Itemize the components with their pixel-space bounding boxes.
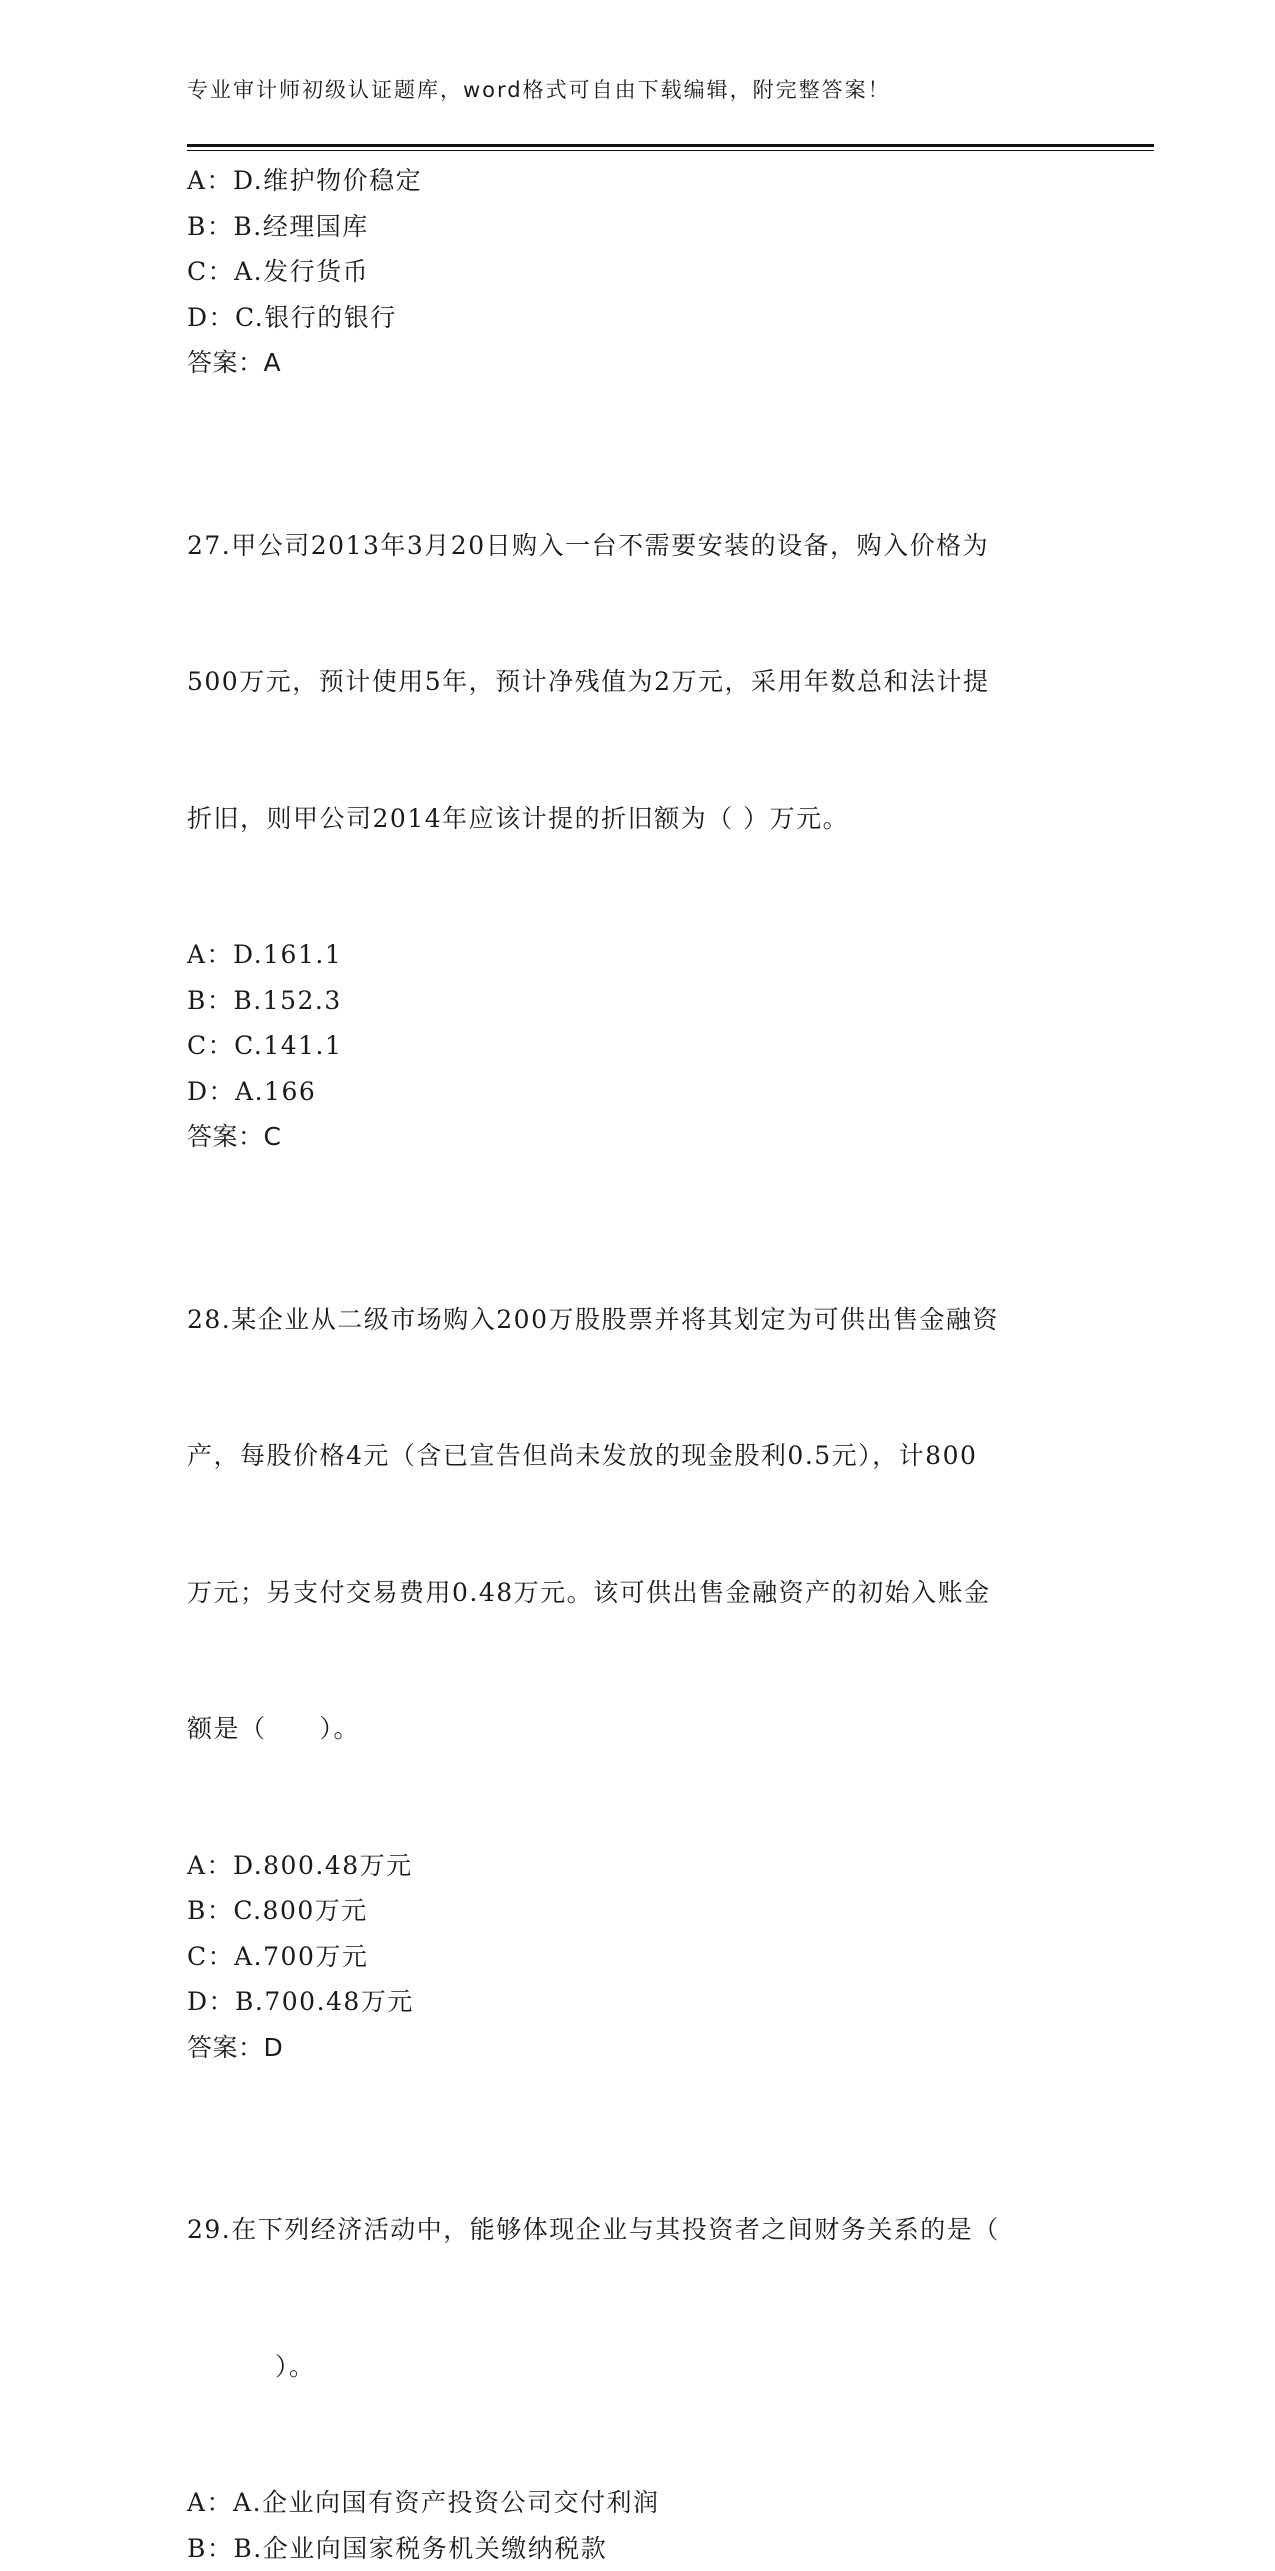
stem-line: 500万元，预计使用5年，预计净残值为2万元，采用年数总和法计提	[187, 659, 1087, 705]
header-rule-thick	[187, 144, 1154, 147]
question-stem	[187, 432, 1087, 933]
option-a: A：A.企业向国有资产投资公司交付利润	[187, 2480, 1087, 2526]
answer: 答案：C	[187, 1114, 1087, 1160]
question-stem	[187, 1206, 1087, 1843]
option-d: D：A.166	[187, 1069, 1087, 1115]
stem-line: 折旧，则甲公司2014年应该计提的折旧额为（ ）万元。	[187, 796, 1087, 842]
option-a: A：D.161.1	[187, 932, 1087, 978]
answer: 答案：D	[187, 2025, 1087, 2071]
stem-line: 万元；另支付交易费用0.48万元。该可供出售金融资产的初始入账金	[187, 1570, 1087, 1616]
question-27	[187, 432, 1087, 1160]
option-c: C：A.700万元	[187, 1934, 1087, 1980]
page-header: 专业审计师初级认证题库，word格式可自由下载编辑，附完整答案！	[187, 74, 891, 104]
document-body	[187, 158, 1087, 2571]
stem-line: 29.在下列经济活动中，能够体现企业与其投资者之间财务关系的是（	[187, 2207, 1087, 2253]
option-c: C：C.141.1	[187, 1023, 1087, 1069]
option-b: B：B.经理国库	[187, 204, 1087, 250]
stem-line: 27.甲公司2013年3月20日购入一台不需要安装的设备，购入价格为	[187, 523, 1087, 569]
option-a: A：D.800.48万元	[187, 1843, 1087, 1889]
option-d: D：C.银行的银行	[187, 295, 1087, 341]
option-a: A：D.维护物价稳定	[187, 158, 1087, 204]
question-29	[187, 2116, 1087, 2571]
question-28	[187, 1206, 1087, 2071]
header-rule-thin	[187, 150, 1154, 151]
option-b: B：B.企业向国家税务机关缴纳税款	[187, 2526, 1087, 2571]
stem-line: ）。	[187, 2344, 1087, 2390]
option-d: D：B.700.48万元	[187, 1979, 1087, 2025]
question-stem	[187, 2116, 1087, 2480]
option-b: B：C.800万元	[187, 1888, 1087, 1934]
stem-line: 28.某企业从二级市场购入200万股股票并将其划定为可供出售金融资	[187, 1297, 1087, 1343]
option-b: B：B.152.3	[187, 978, 1087, 1024]
question-26	[187, 158, 1087, 386]
stem-line: 额是（ ）。	[187, 1706, 1087, 1752]
stem-line: 产，每股价格4元（含已宣告但尚未发放的现金股利0.5元），计800	[187, 1433, 1087, 1479]
answer: 答案：A	[187, 340, 1087, 386]
option-c: C：A.发行货币	[187, 249, 1087, 295]
